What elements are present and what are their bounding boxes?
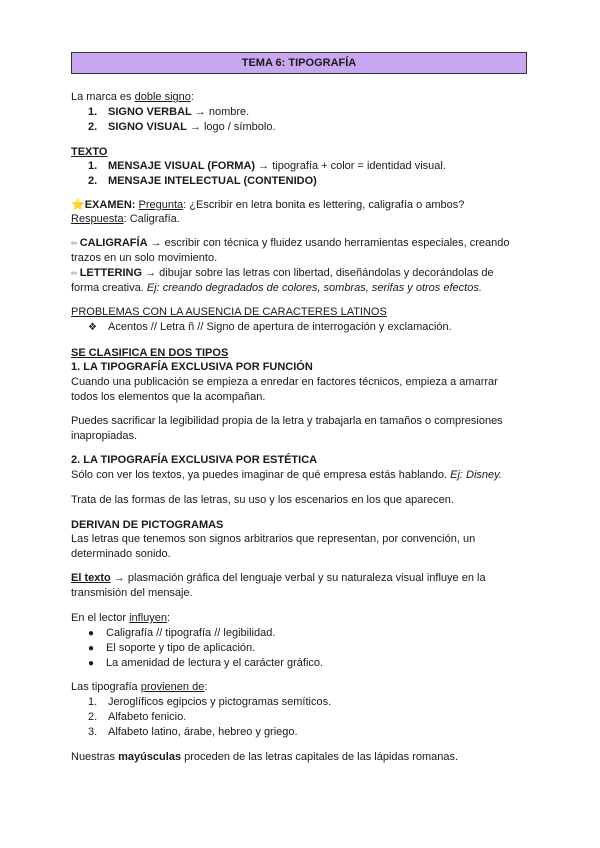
provienen-item: 2. Alfabeto fenicio. [88, 711, 187, 723]
problemas-item: ❖ Acentos // Letra ñ // Signo de apertura de interrogación y exclamación. [88, 321, 452, 333]
lector-item: ● Caligrafía // tipografía // legibilidad. [88, 627, 276, 639]
marca-item-1: 1. SIGNO VERBAL → nombre. [88, 106, 250, 118]
pictogramas-line-2: determinado sonido. [71, 548, 171, 560]
marca-item-2: 2. SIGNO VISUAL → logo / símbolo. [88, 121, 276, 133]
page-title: TEMA 6: TIPOGRAFÍA [71, 52, 527, 74]
eltexto-line-2: transmisión del mensaje. [71, 587, 193, 599]
funcion-p2-line-1: Puedes sacrificar la legibilidad propia de la letra y trabajarla en tamaños o compresiones [71, 415, 503, 427]
examen-question: ⭐EXAMEN: Pregunta: ¿Escribir en letra bonita es lettering, caligrafía o ambos? [71, 199, 465, 211]
estetica-p1: Sólo con ver los textos, ya puedes imaginar de qué empresa estás hablando. Ej: Disney. [71, 469, 502, 481]
funcion-p1-line-1: Cuando una publicación se empieza a enredar en factores técnicos, empieza a amarrar [71, 376, 498, 388]
lettering-line-1: ✏ LETTERING → dibujar sobre las letras con libertad, diseñándolas y decorándolas de [71, 267, 494, 279]
eltexto-line-1: El texto → plasmación gráfica del lenguaje verbal y su naturaleza visual influye en la [71, 572, 486, 584]
estetica-heading: 2. LA TIPOGRAFÍA EXCLUSIVA POR ESTÉTICA [71, 454, 318, 466]
problemas-heading: PROBLEMAS CON LA AUSENCIA DE CARACTERES LATINOS [71, 306, 387, 318]
bullet-icon: ● [88, 643, 95, 654]
lector-intro: En el lector influyen: [71, 612, 171, 624]
funcion-p1-line-2: todos los elementos que la acompañan. [71, 391, 266, 403]
caligrafia-line-2: trazos en un solo movimiento. [71, 252, 218, 264]
star-icon: ⭐ [71, 199, 85, 211]
pictogramas-heading: DERIVAN DE PICTOGRAMAS [71, 519, 224, 531]
lector-item: ● El soporte y tipo de aplicación. [88, 642, 256, 654]
diamond-bullet-icon: ❖ [88, 322, 97, 333]
examen-answer: Respuesta: Caligrafía. [71, 213, 180, 225]
clasifica-heading: SE CLASIFICA EN DOS TIPOS [71, 347, 229, 359]
funcion-p2-line-2: inapropiadas. [71, 430, 138, 442]
lector-item: ● La amenidad de lectura y el carácter gráfico. [88, 657, 324, 669]
texto-item-2: 2. MENSAJE INTELECTUAL (CONTENIDO) [88, 175, 317, 187]
bullet-icon: ● [88, 658, 95, 669]
bullet-icon: ● [88, 628, 95, 639]
funcion-heading: 1. LA TIPOGRAFÍA EXCLUSIVA POR FUNCIÓN [71, 361, 313, 373]
provienen-intro: Las tipografía provienen de: [71, 681, 208, 693]
pictogramas-line-1: Las letras que tenemos son signos arbitrarios que representan, por convención, un [71, 533, 476, 545]
pencil-icon: ✏ [71, 269, 78, 278]
texto-heading: TEXTO [71, 146, 108, 158]
texto-item-1: 1. MENSAJE VISUAL (FORMA) → tipografía + color = identidad visual. [88, 160, 446, 172]
mayusculas-line: Nuestras mayúsculas proceden de las letras capitales de las lápidas romanas. [71, 751, 459, 763]
caligrafia-line-1: ✏ CALIGRAFÍA → escribir con técnica y fluidez usando herramientas especiales, creando [71, 237, 510, 249]
provienen-item: 3. Alfabeto latino, árabe, hebreo y griego. [88, 726, 298, 738]
pencil-icon: ✏ [71, 239, 78, 248]
marca-intro: La marca es doble signo: [71, 91, 194, 103]
estetica-p2: Trata de las formas de las letras, su uso y los escenarios en los que aparecen. [71, 494, 454, 506]
lettering-line-2: forma creativa. Ej: creando degradados de colores, sombras, serifas y otros efectos. [71, 282, 482, 294]
provienen-item: 1. Jeroglíficos egipcios y pictogramas semíticos. [88, 696, 332, 708]
